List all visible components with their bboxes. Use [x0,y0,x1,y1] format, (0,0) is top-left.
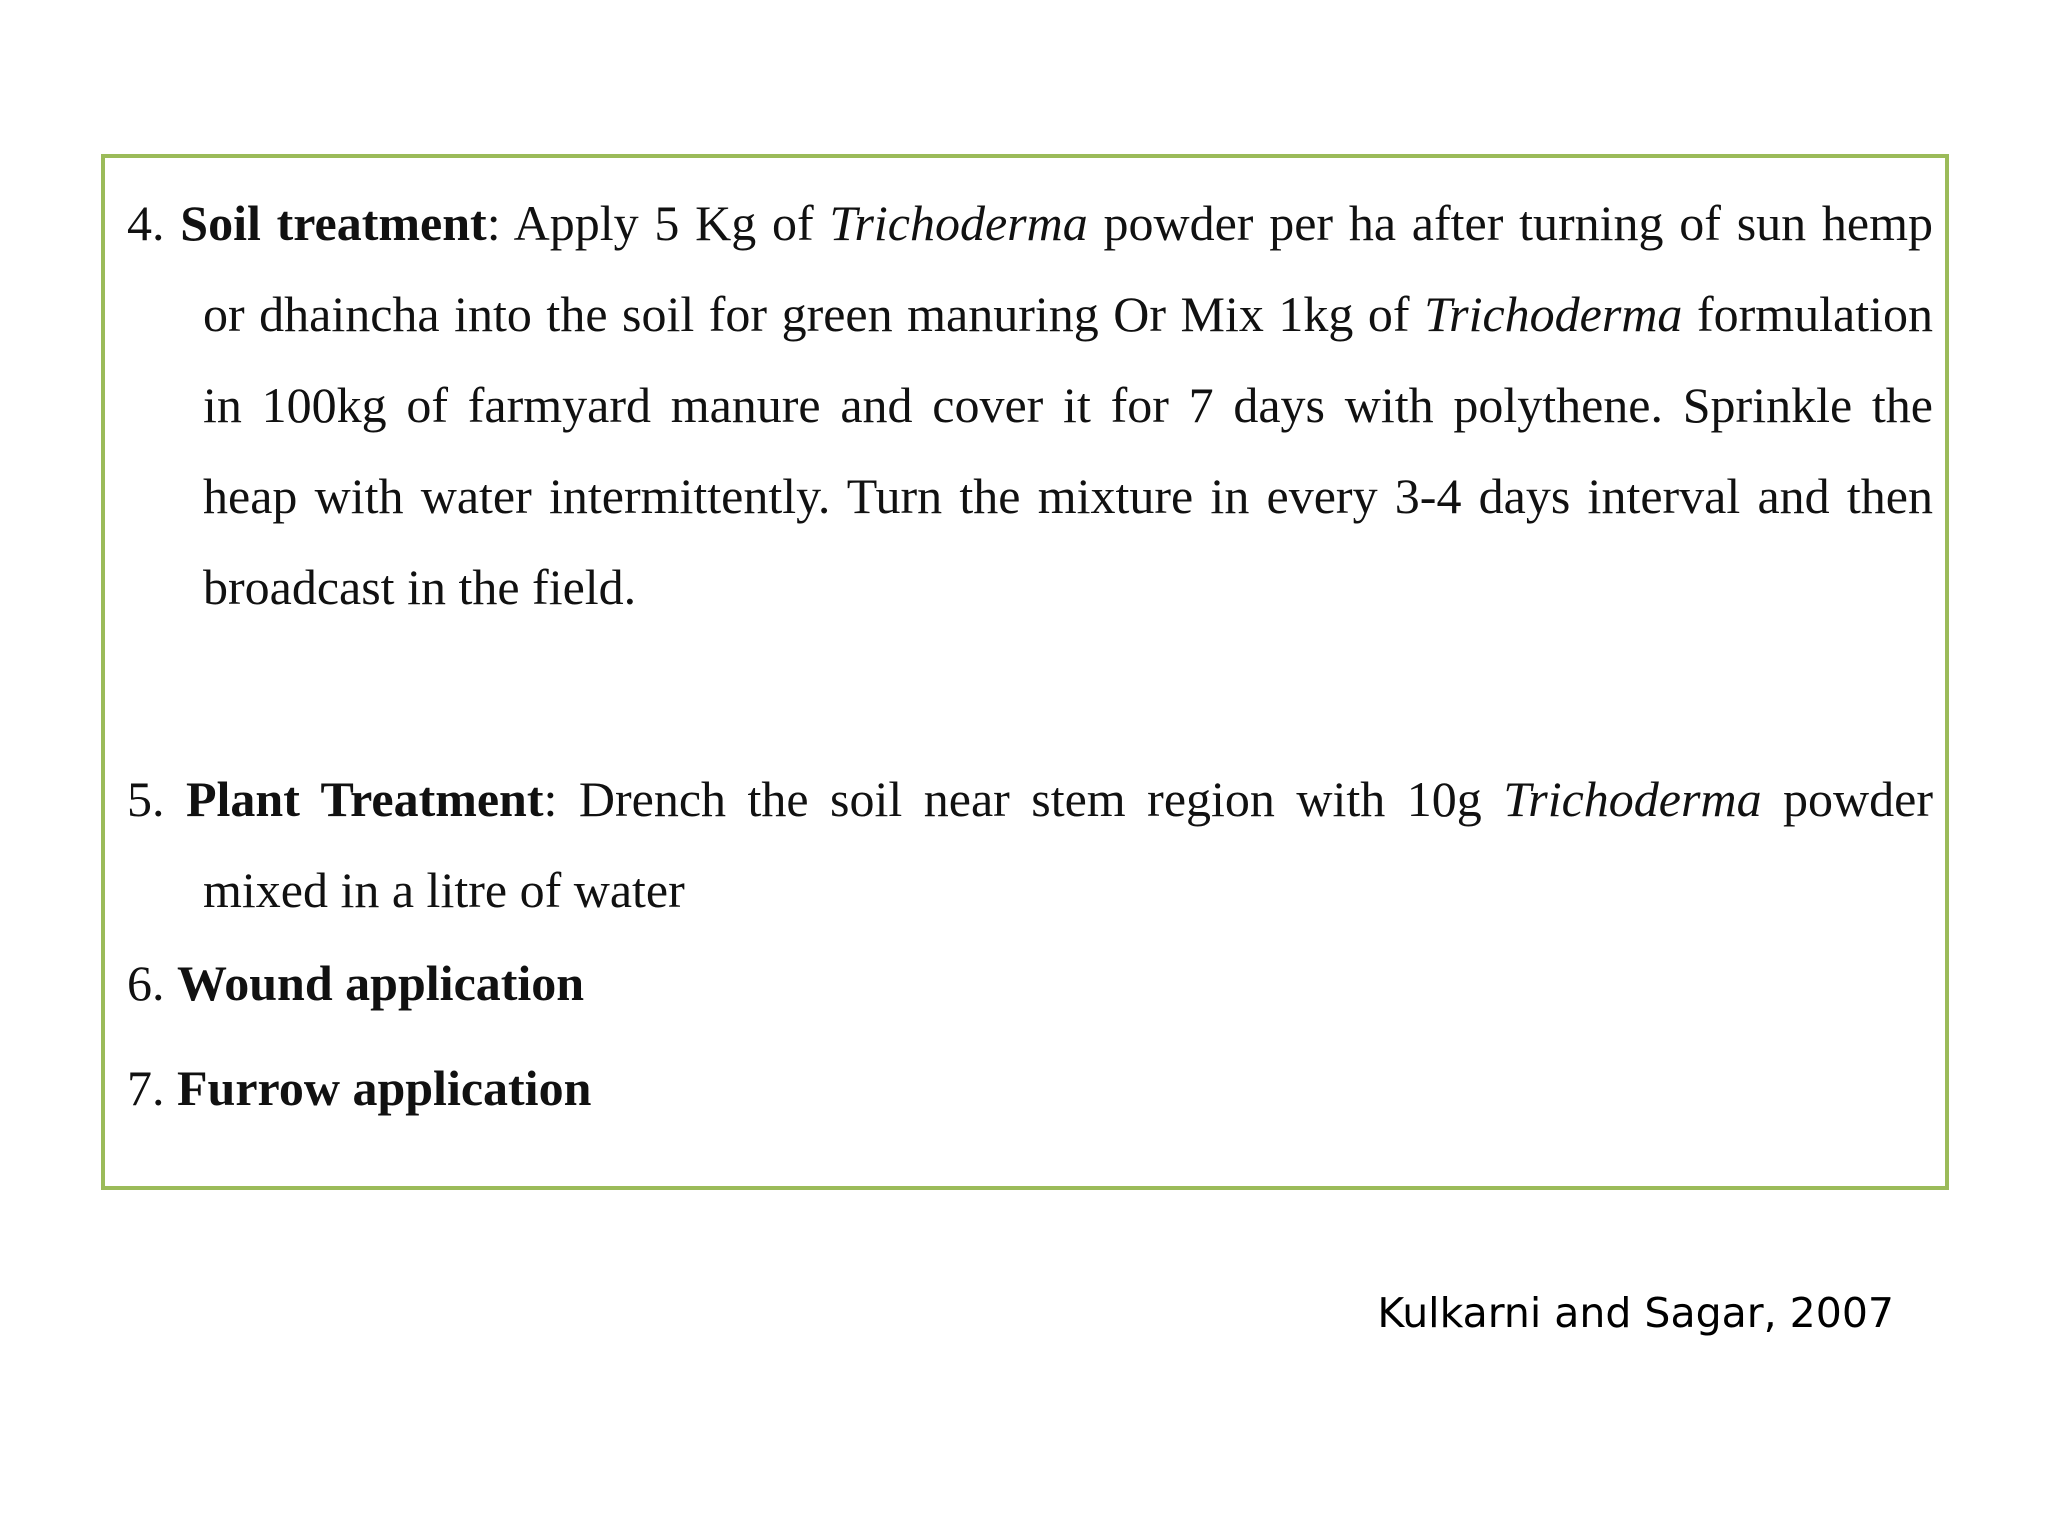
item-text: : Apply 5 Kg of [486,195,830,251]
item-number: 4. [127,195,165,251]
list-item-furrow-application [127,1043,1933,1134]
list-item-plant-treatment [127,754,1933,936]
item-heading: Soil treatment [180,195,487,251]
species-name: Trichoderma [829,195,1088,251]
item-number: 6. [127,955,165,1011]
item-heading: Plant Treatment [185,771,544,827]
item-text: powder per ha after turning of sun hemp or dhaincha into the soil for green manuring Or Mix 1kg of [203,195,1933,342]
list-item-wound-application [127,938,1933,1029]
list-item-soil-treatment [127,178,1933,633]
item-text: : Drench the soil near stem region with 10g [543,771,1504,827]
item-heading: Furrow application [177,1060,592,1116]
item-heading: Wound application [177,955,585,1011]
item-text: powder mixed in a litre of water [203,771,1934,918]
species-name: Trichoderma [1424,286,1683,342]
species-name: Trichoderma [1503,771,1762,827]
item-number: 7. [127,1060,165,1116]
content-box [101,154,1949,1190]
citation: Kulkarni and Sagar, 2007 [1377,1289,1894,1337]
item-text: formulation in 100kg of farmyard manure and cover it for 7 days with polythene. Sprinkle the heap with water intermittently. Turn the mixture in every 3-4 days interval and then broadcast in the field. [203,286,1934,615]
item-number: 5. [127,771,165,827]
